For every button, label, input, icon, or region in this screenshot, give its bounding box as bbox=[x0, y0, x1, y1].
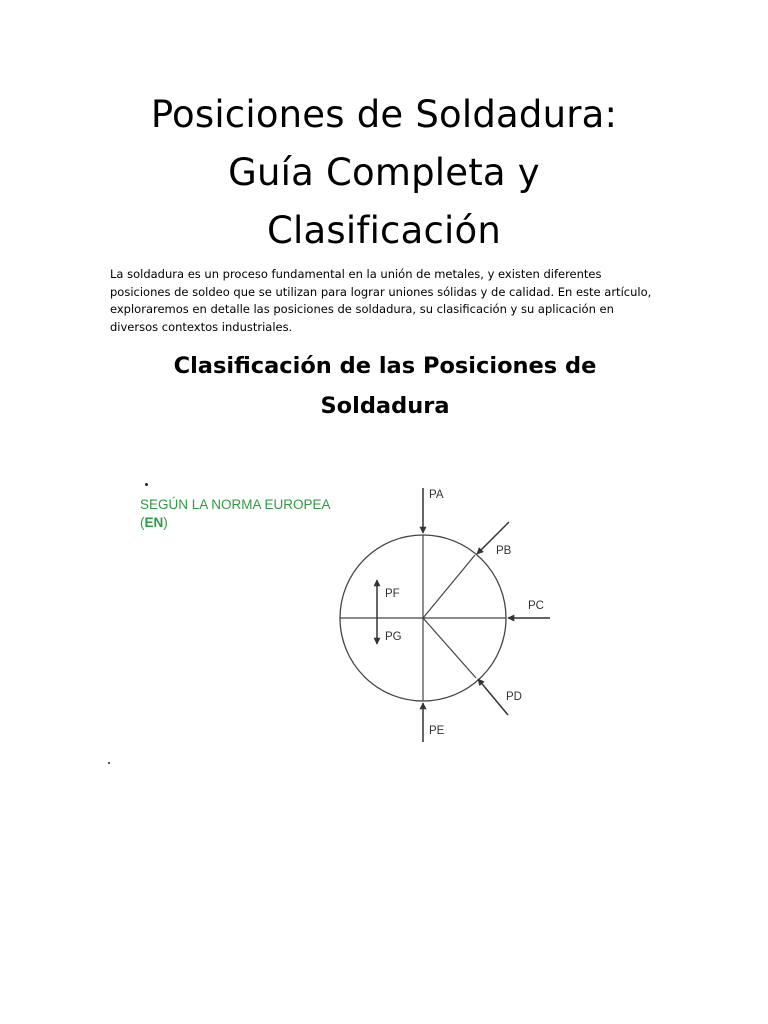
label-pd: PD bbox=[506, 691, 522, 703]
label-pg: PG bbox=[385, 631, 402, 643]
welding-positions-figure bbox=[100, 470, 580, 770]
label-pf: PF bbox=[385, 588, 400, 600]
label-pc: PC bbox=[528, 600, 544, 612]
arrow-pd bbox=[478, 679, 508, 715]
section-heading bbox=[120, 346, 650, 426]
title-line-3: Clasificación bbox=[267, 209, 501, 252]
section-heading-line-1: Clasificación de las Posiciones de bbox=[173, 353, 597, 379]
label-pb: PB bbox=[496, 545, 512, 557]
title-line-2: Guía Completa y bbox=[228, 151, 540, 194]
section-heading-line-2: Soldadura bbox=[320, 393, 450, 419]
intro-line-4: diversos contextos industriales. bbox=[110, 319, 293, 334]
radial-line-pb bbox=[423, 555, 475, 618]
standard-note-paren-close: ) bbox=[163, 515, 168, 530]
label-pa: PA bbox=[429, 489, 444, 501]
intro-line-1: La soldadura es un proceso fundamental en la unión de metales, y existen diferentes bbox=[110, 267, 602, 281]
title-line-1: Posiciones de Soldadura: bbox=[150, 93, 618, 136]
radial-line-pd bbox=[423, 618, 476, 678]
standard-note-paren-open: ( bbox=[140, 515, 145, 530]
document-title bbox=[84, 86, 684, 260]
label-pe: PE bbox=[429, 725, 445, 737]
intro-line-3: exploraremos en detalle las posiciones de soldadura, su clasificación y su aplicación en bbox=[110, 302, 614, 316]
standard-code: EN bbox=[144, 515, 164, 530]
positions-diagram bbox=[100, 470, 580, 770]
intro-paragraph bbox=[110, 266, 670, 336]
intro-line-2: posiciones de soldeo que se utilizan para lograr uniones sólidas y de calidad. En este artículo, bbox=[110, 284, 652, 299]
standard-note-line-1: SEGÚN LA NORMA EUROPEA bbox=[140, 497, 331, 512]
